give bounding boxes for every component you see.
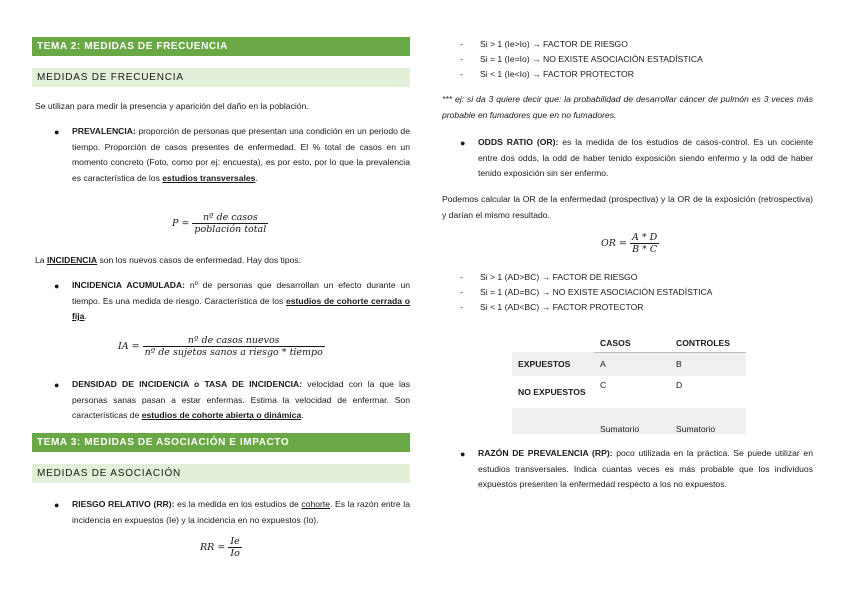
formula-den: población total (194, 224, 267, 235)
di-text: velocidad con la que las personas sanas pasan a estar enfermas. Estima la velocidad de enfermar. Son características de (72, 379, 410, 420)
table-cell (512, 334, 594, 352)
rr-paragraph (72, 497, 410, 528)
table-cell: D (676, 380, 683, 390)
ia-link: estudios de cohorte cerrada o fija (72, 295, 411, 321)
prevalencia-paragraph (72, 124, 410, 186)
rule-text: Si > 1 (Ie>Io) → FACTOR DE RIESGO (480, 39, 628, 49)
bullet-dot: ● (460, 138, 466, 148)
table-row-label: NO EXPUESTOS (518, 387, 586, 397)
rr-text2: . Es la razón entre la incidencia en expuestos (Ie) y la incidencia en no expuestos (Io). (72, 499, 410, 525)
table-cell (512, 408, 594, 434)
formula-lhs: RR = (200, 542, 226, 553)
or-formula (601, 232, 659, 255)
bullet-dot: ● (54, 281, 60, 291)
ia-text: nº de personas que desarrollan un efecto durante un tiempo. Es una medida de riesgo. Característica de los (72, 280, 411, 306)
intro-text: Se utilizan para medir la presencia y aparición del daño en la población. (35, 101, 309, 111)
or-paragraph (478, 135, 813, 182)
formula-num: nº de casos (202, 212, 258, 223)
rp-paragraph (478, 446, 813, 493)
rr-rule-3: - Si < 1 (Ie<Io) → FACTOR PROTECTOR (460, 67, 463, 83)
rp-term: RAZÓN DE PREVALENCIA (RP): (478, 448, 613, 458)
formula-num: Ie (230, 536, 240, 547)
rule-text: Si = 1 (Ie=Io) → NO EXISTE ASOCIACIÓN ESTADÍSTICA (480, 54, 703, 64)
tema2-subheader: MEDIDAS DE FRECUENCIA (32, 68, 410, 87)
rr-link: cohorte (301, 499, 331, 509)
prevalencia-text: proporción de personas que presentan una condición en un periodo de tiempo. Proporción de casos presentes de enfermedad. El % total de casos en un momento concreto (Foto, como por ej: encuesta), es por esto, por lo que la prevalencia es característica de los (72, 126, 410, 183)
formula-num: A * D (631, 232, 658, 243)
table-row (512, 352, 746, 376)
rule-text: Si < 1 (AD<BC) → FACTOR PROTECTOR (480, 302, 644, 312)
or-text: es la medida de los estudios de casos-control. Es un cociente entre dos odds, la odd de haber tenido exposición siendo enfermo y la odd de haber tenido exposición sin ser enfermo. (478, 137, 813, 178)
formula-lhs: IA = (118, 341, 140, 352)
di-end: . (301, 410, 304, 420)
bullet-dot: ● (54, 500, 60, 510)
formula-num: nº de casos nuevos (187, 335, 280, 346)
table-header: CONTROLES (670, 334, 746, 352)
example-note: *** ej: si da 3 quiere decir que: la probabilidad de desarrollar cáncer de pulmón es 3 veces más probable en fumadores que en no fumadores. (442, 94, 813, 120)
di-term: DENSIDAD DE INCIDENCIA o TASA DE INCIDENCIA: (72, 379, 303, 389)
table-cell: A (600, 359, 606, 370)
or-rule-3: - Si < 1 (AD<BC) → FACTOR PROTECTOR (460, 300, 463, 316)
rule-text: Si > 1 (AD>BC) → FACTOR DE RIESGO (480, 272, 638, 282)
ia-paragraph (72, 278, 410, 325)
bullet-dot: ● (54, 127, 60, 137)
rule-text: Si = 1 (AD=BC) → NO EXISTE ASOCIACIÓN ESTADÍSTICA (480, 287, 713, 297)
or-rule-1: - Si > 1 (AD>BC) → FACTOR DE RIESGO (460, 270, 463, 286)
prevalencia-link: estudios transversales (162, 172, 256, 183)
table-row-label: EXPUESTOS (518, 359, 571, 369)
table-row (512, 376, 746, 408)
formula-lhs: OR = (601, 238, 627, 249)
table-cell: Sumatorio (676, 424, 716, 434)
prevalencia-end: . (255, 172, 258, 183)
rr-rule-1: - Si > 1 (Ie>Io) → FACTOR DE RIESGO (460, 37, 463, 53)
ia-term: INCIDENCIA ACUMULADA: (72, 280, 186, 290)
table-cell: Sumatorio (600, 424, 640, 434)
table-cell: B (676, 359, 682, 370)
bullet-dot: ● (54, 380, 60, 390)
rp-text: poco utilizada en la práctica. Se puede utilizar en estudios transversales. Indica cuantas veces es más probable que los individuos expuestos presenten la enfermedad respecto a los no expuestos. (478, 448, 813, 489)
prevalencia-formula (172, 212, 268, 235)
formula-den: nº de sujetos sanos a riesgo * tiempo (144, 347, 323, 358)
table-row (512, 334, 746, 352)
table-header: CASOS (594, 334, 670, 352)
tema3-header: TEMA 3: MEDIDAS DE ASOCIACIÓN E IMPACTO (32, 433, 410, 452)
tema2-header: TEMA 2: MEDIDAS DE FRECUENCIA (32, 37, 410, 56)
incidencia-term: INCIDENCIA (46, 255, 98, 265)
contingency-table (512, 334, 746, 434)
incidencia-intro (35, 253, 410, 269)
formula-lhs: P = (172, 218, 190, 229)
formula-den: B * C (630, 243, 659, 255)
ia-formula (118, 335, 325, 358)
rr-formula (200, 536, 242, 559)
inc-post: son los nuevos casos de enfermedad. Hay dos tipos: (97, 255, 302, 265)
or-calc-paragraph: Podemos calcular la OR de la enfermedad (prospectiva) y la OR de la exposición (retrospectiva) y darían el mismo resultado. (442, 194, 813, 220)
formula-den: Io (230, 548, 240, 559)
or-rule-2: - Si = 1 (AD=BC) → NO EXISTE ASOCIACIÓN ESTADÍSTICA (460, 285, 463, 301)
tema3-subheader: MEDIDAS DE ASOCIACIÓN (32, 464, 410, 483)
rr-term: RIESGO RELATIVO (RR): (72, 499, 175, 509)
prevalencia-term: PREVALENCIA: (72, 126, 136, 136)
table-row (512, 408, 746, 434)
inc-pre: La (35, 255, 47, 265)
table-cell: C (600, 380, 607, 390)
bullet-dot: ● (460, 449, 466, 459)
rr-rule-2: - Si = 1 (Ie=Io) → NO EXISTE ASOCIACIÓN ESTADÍSTICA (460, 52, 463, 68)
di-link: estudios de cohorte abierta o dinámica (141, 410, 302, 420)
rule-text: Si < 1 (Ie<Io) → FACTOR PROTECTOR (480, 69, 634, 79)
di-paragraph (72, 377, 410, 424)
ia-end: . (84, 311, 87, 321)
rr-text1: es la medida en los estudios de (174, 499, 302, 509)
or-term: ODDS RATIO (OR): (478, 137, 559, 147)
